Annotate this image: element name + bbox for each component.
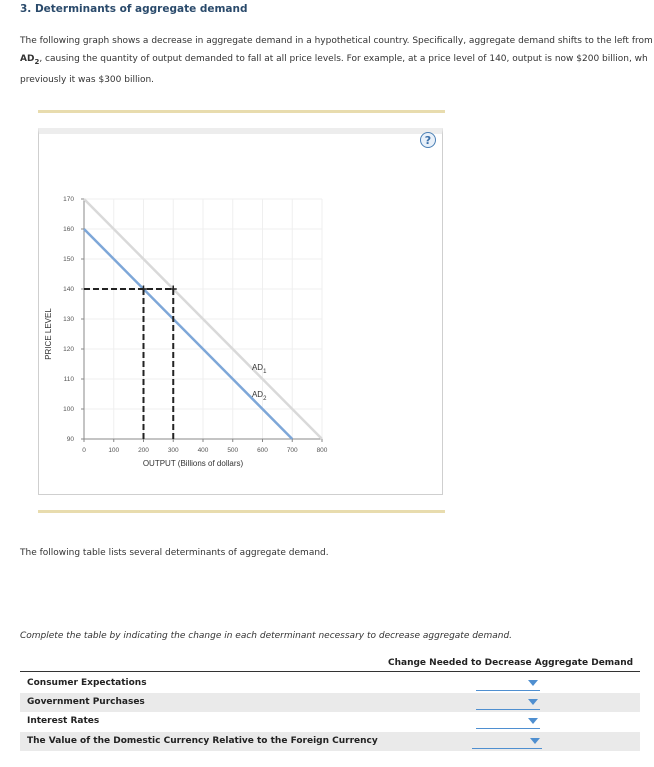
- y-tick-label: 170: [63, 196, 74, 203]
- y-tick-label: 110: [63, 376, 74, 383]
- table-row-interest-rates: [20, 712, 640, 731]
- row-label: Government Purchases: [27, 697, 145, 707]
- intro-line-3: previously it was $300 billion.: [20, 74, 155, 85]
- x-tick-label: 700: [286, 447, 298, 454]
- ad2-label: $AD_2$: [20, 54, 40, 66]
- government-purchases-dropdown[interactable]: [476, 695, 540, 710]
- consumer-expectations-dropdown[interactable]: [476, 676, 540, 691]
- chevron-down-icon: [528, 699, 538, 705]
- divider-top: [38, 110, 445, 113]
- instruction-text: Complete the table by indicating the change in each determinant necessary to decrease aggregate demand.: [20, 631, 513, 641]
- table-row-consumer-expectations: [20, 674, 640, 693]
- y-tick-label: 160: [63, 226, 74, 233]
- y-tick-label: 100: [63, 406, 74, 413]
- chevron-down-icon: [530, 738, 540, 744]
- x-tick-label: 400: [197, 447, 209, 454]
- y-tick-label: 140: [63, 286, 74, 293]
- y-tick-label: 120: [63, 346, 74, 353]
- x-tick-label: 200: [138, 447, 149, 454]
- divider-bottom: [38, 510, 445, 513]
- ad-chart: [38, 180, 338, 480]
- currency-value-dropdown[interactable]: [472, 734, 542, 749]
- x-tick-label: 800: [316, 447, 328, 454]
- x-axis-label: OUTPUT (Billions of dollars): [142, 459, 244, 468]
- interest-rates-dropdown[interactable]: [476, 714, 540, 729]
- series-label-ad2: $AD_2$: [251, 390, 267, 402]
- row-label: The Value of the Domestic Currency Relative to the Foreign Currency: [27, 736, 378, 746]
- row-label: Consumer Expectations: [27, 678, 147, 688]
- row-label: Interest Rates: [27, 716, 100, 726]
- y-tick-label: 150: [63, 256, 74, 263]
- x-tick-label: 600: [257, 447, 268, 454]
- intro-line-2: $AD_2$, causing the quantity of output demanded to fall at all price levels. For example, at a price level of 140, output is now $200 billion, wh: [20, 54, 648, 66]
- x-tick-label: 500: [227, 447, 239, 454]
- intro-line-1: The following graph shows a decrease in aggregate demand in a hypothetical country. Specifically, aggregate demand shifts to the left from: [20, 36, 653, 46]
- chevron-down-icon: [528, 718, 538, 724]
- question-title: 3. Determinants of aggregate demand: [20, 3, 248, 15]
- table-row-government-purchases: [20, 693, 640, 712]
- x-tick-label: 300: [167, 447, 179, 454]
- series-label-ad1: $AD_1$: [251, 363, 267, 375]
- x-tick-label: 100: [108, 447, 120, 454]
- y-tick-label: 90: [66, 436, 74, 443]
- x-tick-label: 0: [82, 447, 86, 454]
- table-header-line: [20, 671, 640, 672]
- table-lead-text: The following table lists several determinants of aggregate demand.: [20, 548, 329, 558]
- intro-paragraph: [20, 32, 654, 89]
- table-row-currency-value: [20, 732, 640, 751]
- help-icon[interactable]: ?: [420, 132, 436, 148]
- y-axis-label: PRICE LEVEL: [44, 308, 53, 360]
- column-header: Change Needed to Decrease Aggregate Demand: [388, 658, 634, 668]
- chevron-down-icon: [528, 680, 538, 686]
- y-tick-label: 130: [63, 316, 74, 323]
- series-line-ad2: [84, 229, 292, 439]
